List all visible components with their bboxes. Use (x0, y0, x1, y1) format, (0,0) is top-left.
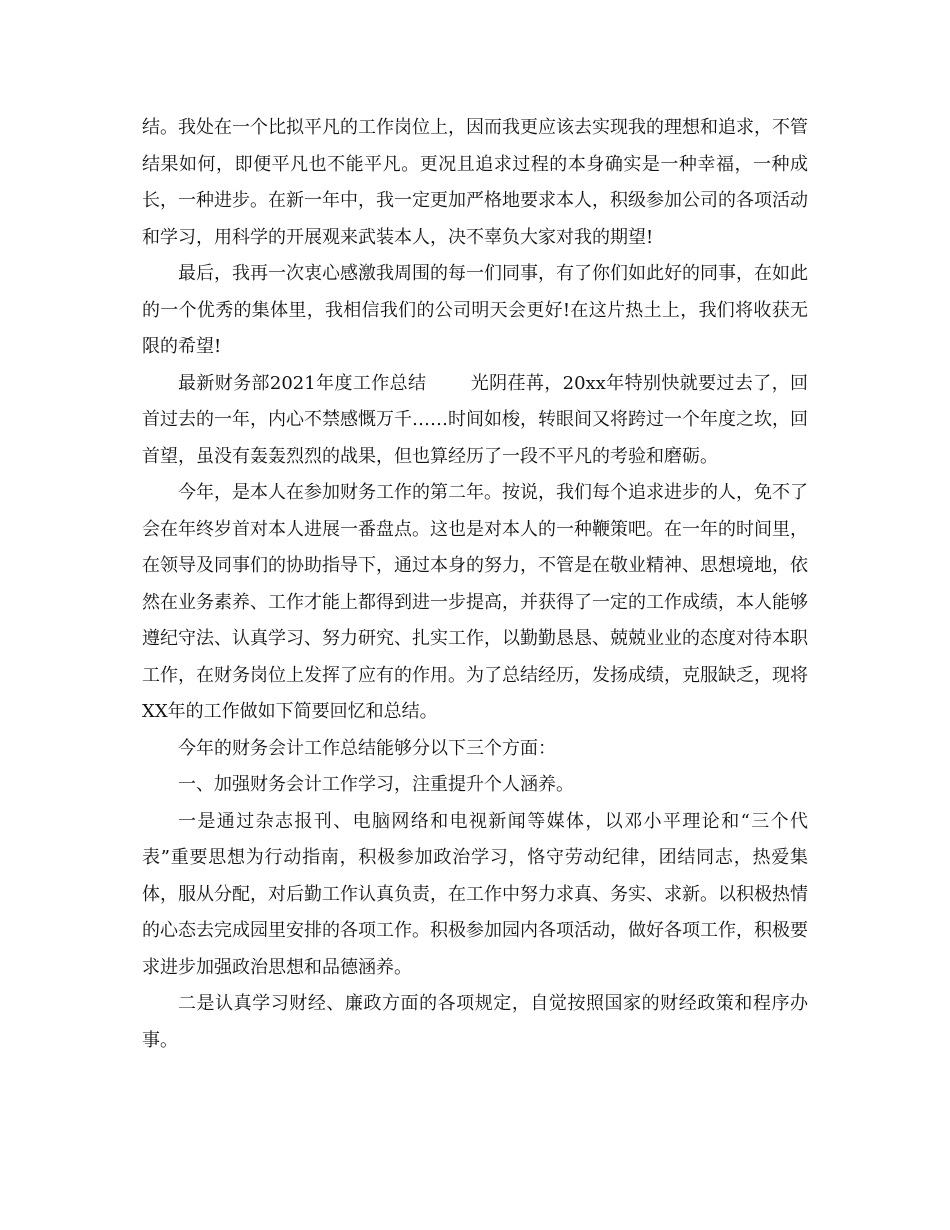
document-page (142, 110, 808, 1059)
paragraph-8 (142, 986, 808, 1059)
paragraph-text: 一、加强财务会计工作学习，注重提升个人涵养。 (178, 774, 574, 795)
paragraph-2 (142, 256, 808, 366)
paragraph-text: 二是认真学习财经、廉政方面的各项规定，自觉按照国家的财经政策和程序办事。 (142, 993, 808, 1051)
paragraph-text: 光阴荏苒，20xx年特别快就要过去了，回首过去的一年，内心不禁感慨万千……时间如梭，转眼间又将跨过一个年度之坎，回首望，虽没有轰轰烈烈的战果，但也算经历了一段不平凡的考验和磨砺。 (142, 372, 808, 467)
paragraph-text: 最后，我再一次衷心感激我周围的每一们同事，有了你们如此好的同事，在如此的一个优秀的集体里，我相信我们的公司明天会更好!在这片热土上，我们将收获无限的希望! (142, 263, 808, 357)
paragraph-text: 一是通过杂志报刊、电脑网络和电视新闻等媒体，以邓小平理论和“三个代表”重要思想为行动指南，积极参加政治学习，恪守劳动纪律，团结同志，热爱集体，服从分配，对后勤工作认真负责，在工作中努力求真、务实、求新。以积极热情的心态去完成园里安排的各项工作。积极参加园内各项活动，做好各项工作，积极要求进步加强政治思想和品德涵养。 (142, 810, 808, 978)
section-title: 最新财务部2021年度工作总结 (178, 372, 427, 394)
paragraph-3 (142, 366, 808, 476)
paragraph-5 (142, 731, 808, 768)
paragraph-7 (142, 804, 808, 987)
paragraph-6 (142, 767, 808, 804)
paragraph-1 (142, 110, 808, 256)
paragraph-text: 今年，是本人在参加财务工作的第二年。按说，我们每个追求进步的人，免不了会在年终岁首对本人进展一番盘点。这也是对本人的一种鞭策吧。在一年的时间里，在领导及同事们的协助指导下，通过本身的努力，不管是在敬业精神、思想境地，依然在业务素养、工作才能上都得到进一步提高，并获得了一定的工作成绩，本人能够遵纪守法、认真学习、努力研究、扎实工作，以勤勤恳恳、兢兢业业的态度对待本职工作，在财务岗位上发挥了应有的作用。为了总结经历，发扬成绩，克服缺乏，现将XX年的工作做如下简要回忆和总结。 (142, 482, 808, 722)
paragraph-4 (142, 475, 808, 731)
paragraph-text: 结。我处在一个比拟平凡的工作岗位上，因而我更应该去实现我的理想和追求，不管结果如何，即便平凡也不能平凡。更况且追求过程的本身确实是一种幸福，一种成长，一种进步。在新一年中，我一定更加严格地要求本人，积级参加公司的各项活动和学习，用科学的开展观来武装本人，决不辜负大家对我的期望! (142, 117, 808, 248)
paragraph-text: 今年的财务会计工作总结能够分以下三个方面： (178, 737, 556, 759)
